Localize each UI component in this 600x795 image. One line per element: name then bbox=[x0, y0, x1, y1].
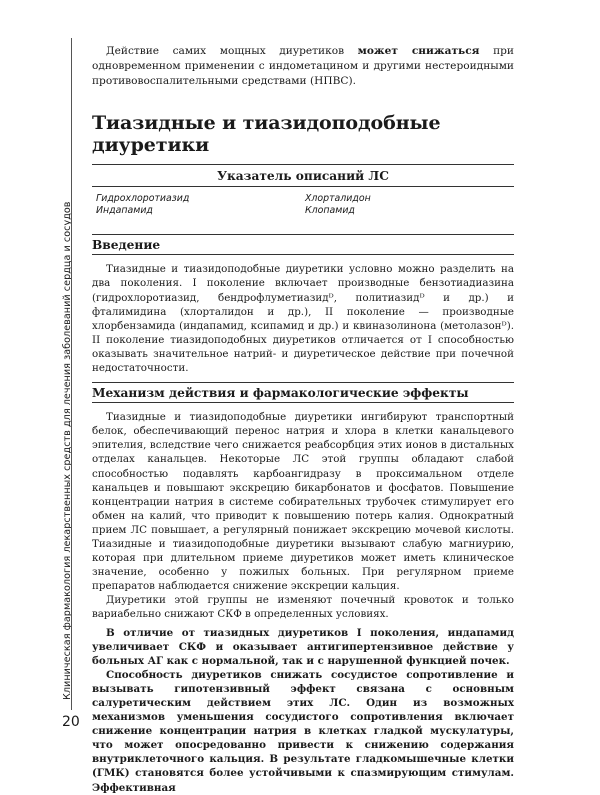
mechanism-paragraph-1: Тиазидные и тиазидоподобные диуретики ингибируют транспортный белок, обеспечивающий перенос натрия и хлора в клетки канальцевого эпителия, вследствие чего снижается реабсорбция этих ионов в дистальных отделах канальцев. Некоторые ЛС этой группы обладают слабой способностью подавлять карбоангидразу в проксимальном отделе канальцев и повышают экскрецию бикарбонатов и фосфатов. Повышение концентрации натрия в системе собирательных трубочек стимулирует его обмен на калий, что приводит к повышению потерь калия. Однократный прием ЛС повышает, а регулярный понижает экскрецию мочевой кислоты. Тиазидные и тиазидоподобные диуретики вызывают слабую магниурию, которая при длительном приеме диуретиков может иметь клиническое значение, особенно у пожилых больных. При регулярном приеме препаратов наблюдается снижение экскреции кальция. bbox=[92, 411, 514, 593]
drug-index bbox=[92, 164, 514, 217]
side-rule bbox=[71, 38, 72, 710]
drug-index-list bbox=[92, 187, 514, 217]
drug-index-item[interactable]: Гидрохлоротиазид bbox=[96, 193, 190, 205]
mechanism-paragraph-2: Диуретики этой группы не изменяют почечный кровоток и только вариабельно снижают СКФ в определенных условиях. bbox=[92, 594, 514, 621]
drug-index-item[interactable]: Индапамид bbox=[96, 205, 153, 217]
intro-text-before: Действие самих мощных диуретиков bbox=[106, 45, 358, 57]
section-title: Тиазидные и тиазидоподобные диуретики bbox=[92, 112, 441, 157]
introduction-heading: Введение bbox=[92, 234, 514, 255]
page-content bbox=[92, 44, 514, 795]
introduction-paragraph: Тиазидные и тиазидоподобные диуретики условно можно разделить на два поколения. I поколение включает производные бензотиадиазина (гидрохлоротиазид, бендрофлуметиазидᴰ, политиазидᴰ и др.) и фталимидина (хлорталидон и др.), II поколение — производные хлорбензамида (индапамид, ксипамид и др.) и квиназолинона (метолазонᴰ). II поколение тиазидоподобных диуретиков отличается от I способностью оказывать значительное натрий- и диуретическое действие при почечной недостаточности. bbox=[92, 263, 514, 375]
mechanism-paragraph-3: В отличие от тиазидных диуретиков I поколения, индапамид увеличивает СКФ и оказывает антигипертензивное действие у больных АГ как с нормальной, так и с нарушенной функцией почек. bbox=[92, 626, 514, 667]
drug-index-item[interactable]: Клопамид bbox=[305, 205, 355, 217]
page-number: 20 bbox=[62, 714, 80, 730]
intro-text-after: при одновременном применении с индометацином и другими нестероидными противовоспалительными средствами (НПВС). bbox=[92, 45, 514, 87]
mechanism-heading: Механизм действия и фармакологические эффекты bbox=[92, 382, 514, 403]
running-side-title: Клиническая фармакология лекарственных средств для лечения заболеваний сердца и сосудов bbox=[62, 201, 73, 700]
drug-index-title: Указатель описаний ЛС bbox=[92, 164, 514, 187]
drug-index-item[interactable]: Хлорталидон bbox=[305, 193, 371, 205]
intro-paragraph bbox=[92, 44, 514, 88]
mechanism-paragraph-4: Способность диуретиков снижать сосудистое сопротивление и вызывать гипотензивный эффект связана с основным салуретическим действием этих ЛС. Один из возможных механизмов уменьшения сосудистого сопротивления включает снижение концентрации натрия в клетках гладкой мускулатуры, что может опосредованно привести к снижению содержания внутриклеточного кальция. В результате гладкомышечные клетки (ГМК) становятся более устойчивыми к спазмирующим стимулам. Эффективная bbox=[92, 668, 514, 794]
intro-text-bold: может снижаться bbox=[357, 45, 480, 57]
